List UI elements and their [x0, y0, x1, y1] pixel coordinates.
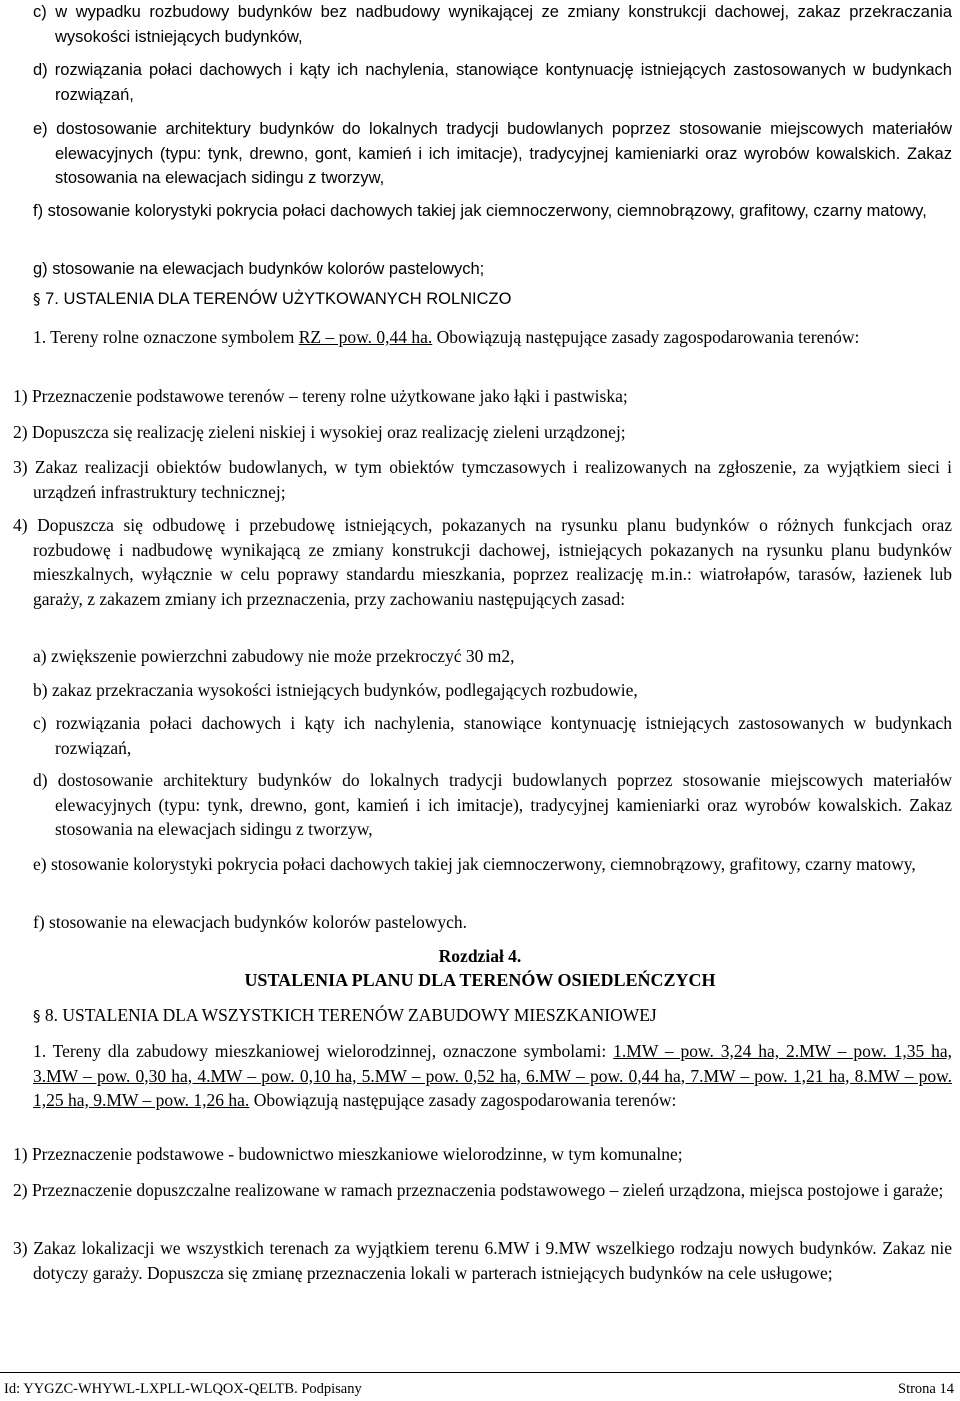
s7-item-4: 4) Dopuszcza się odbudowę i przebudowę istniejących, pokazanych na rysunku planu budynków o różnych funkcjach oraz rozbudowę i nadbudowę wynikającą ze zmiany konstrukcji dachowej, istniejących pokazanych na rysunku planu budynków mieszkalnych, wyłącznie w celu poprawy standardu mieszkania, poprzez realizację m.in.: wiatrołapów, tarasów, łazienek lub garaży, z zakazem zmiany ich przeznaczenia, przy zachowaniu następujących zasad:: [13, 515, 952, 609]
footer-divider: [0, 1372, 960, 1373]
list-item-c: c) w wypadku rozbudowy budynków bez nadbudowy wynikającej ze zmiany konstrukcji dachowej, zakaz przekraczania wysokości istniejących budynków,: [33, 3, 952, 46]
s8-item-3: 3) Zakaz lokalizacji we wszystkich terenach za wyjątkiem terenu 6.MW i 9.MW wszelkiego rodzaju nowych budynków. Zakaz nie dotyczy garaży. Dopuszcza się zmianę przeznaczenia lokali w parterach istniejących budynków na cele usługowe;: [13, 1238, 952, 1283]
section-7-heading: [33, 290, 511, 309]
s7-subitem-c: c) rozwiązania połaci dachowych i kąty ich nachylenia, stanowiące kontynuację istniejących zastosowanych w budynkach rozwiązań,: [33, 713, 952, 758]
section-mark: §: [33, 1007, 41, 1025]
s7-item-3: 3) Zakaz realizacji obiektów budowlanych, w tym obiektów tymczasowych i realizowanych na zgłoszenie, za wyjątkiem sieci i urządzeń infrastruktury technicznej;: [13, 457, 952, 502]
intro-lead: 1. Tereny rolne oznaczone symbolem: [33, 327, 299, 347]
s7-subitem-f: f) stosowanie na elewacjach budynków kolorów pastelowych.: [33, 912, 467, 932]
intro-tail: Obowiązują następujące zasady zagospodarowania terenów:: [249, 1090, 677, 1110]
footer-document-id: Id: YYGZC-WHYWL-LXPLL-WLQOX-QELTB. Podpisany: [4, 1381, 362, 1397]
list-item-e: e) dostosowanie architektury budynków do lokalnych tradycji budowlanych poprzez stosowanie miejscowych materiałów elewacyjnych (typu: tynk, drewno, gont, kamień i ich imitacje), tradycyjnej kamieniarki oraz wyrobów kowalskich. Zakaz stosowania na elewacjach sidingu z tworzyw,: [33, 120, 952, 187]
s7-subitem-e: e) stosowanie kolorystyki pokrycia połaci dachowych takiej jak ciemnoczerwony, ciemnobrązowy, grafitowy, czarny matowy,: [33, 854, 916, 874]
footer-page-number: Strona 14: [898, 1381, 954, 1397]
list-item-g: g) stosowanie na elewacjach budynków kolorów pastelowych;: [33, 260, 485, 278]
chapter-number: Rozdział 4.: [438, 946, 522, 966]
s7-subitem-d: d) dostosowanie architektury budynków do lokalnych tradycji budowlanych poprzez stosowanie miejscowych materiałów elewacyjnych (typu: tynk, drewno, gont, kamień i ich imitacje), tradycyjnej kamieniarki oraz wyrobów kowalskich. Zakaz stosowania na elewacjach sidingu z tworzyw,: [33, 770, 952, 839]
intro-lead: 1. Tereny dla zabudowy mieszkaniowej wielorodzinnej, oznaczone symbolami:: [33, 1041, 614, 1061]
section-mark: §: [33, 290, 41, 308]
list-item-f: f) stosowanie kolorystyki pokrycia połaci dachowych takiej jak ciemnoczerwony, ciemnobrązowy, grafitowy, czarny matowy,: [33, 202, 927, 220]
section-8-intro: [0, 1039, 952, 1113]
section-8-heading: [33, 1003, 657, 1029]
s7-subitem-a: a) zwiększenie powierzchni zabudowy nie może przekroczyć 30 m2,: [33, 646, 515, 666]
chapter-title: USTALENIA PLANU DLA TERENÓW OSIEDLEŃCZYCH: [244, 970, 716, 990]
s7-subitem-b: b) zakaz przekraczania wysokości istniejących budynków, podlegających rozbudowie,: [33, 680, 638, 700]
list-item-d: d) rozwiązania połaci dachowych i kąty ich nachylenia, stanowiące kontynuację istniejących zastosowanych w budynkach rozwiązań,: [33, 61, 952, 104]
area-symbol-rz: RZ – pow. 0,44 ha.: [298, 327, 433, 347]
s8-item-2: 2) Przeznaczenie dopuszczalne realizowane w ramach przeznaczenia podstawowego – zieleń urządzona, miejsca postojowe i garaże;: [13, 1180, 944, 1200]
section-7-intro: [0, 325, 952, 350]
s7-item-1: 1) Przeznaczenie podstawowe terenów – tereny rolne użytkowane jako łąki i pastwiska;: [13, 386, 628, 406]
area-symbols-mw: 1.MW – pow. 3,24 ha, 2.MW – pow. 1,35 ha, 3.MW – pow. 0,30 ha, 4.MW – pow. 0,10 ha, 5.MW – pow. 0,52 ha, 6.MW – pow. 0,44 ha, 7.MW – pow. 1,21 ha, 8.MW – pow. 1,25 ha, 9.MW – pow. 1,26 ha.: [33, 1041, 953, 1110]
section-7-title: 7. USTALENIA DLA TERENÓW UŻYTKOWANYCH ROLNICZO: [45, 290, 512, 308]
s7-item-2: 2) Dopuszcza się realizację zieleni niskiej i wysokiej oraz realizację zieleni urządzonej;: [13, 422, 626, 442]
section-8-title: 8. USTALENIA DLA WSZYSTKICH TERENÓW ZABUDOWY MIESZKANIOWEJ: [44, 1005, 657, 1025]
s8-item-1: 1) Przeznaczenie podstawowe - budownictwo mieszkaniowe wielorodzinne, w tym komunalne;: [13, 1144, 683, 1164]
intro-tail: Obowiązują następujące zasady zagospodarowania terenów:: [432, 327, 860, 347]
